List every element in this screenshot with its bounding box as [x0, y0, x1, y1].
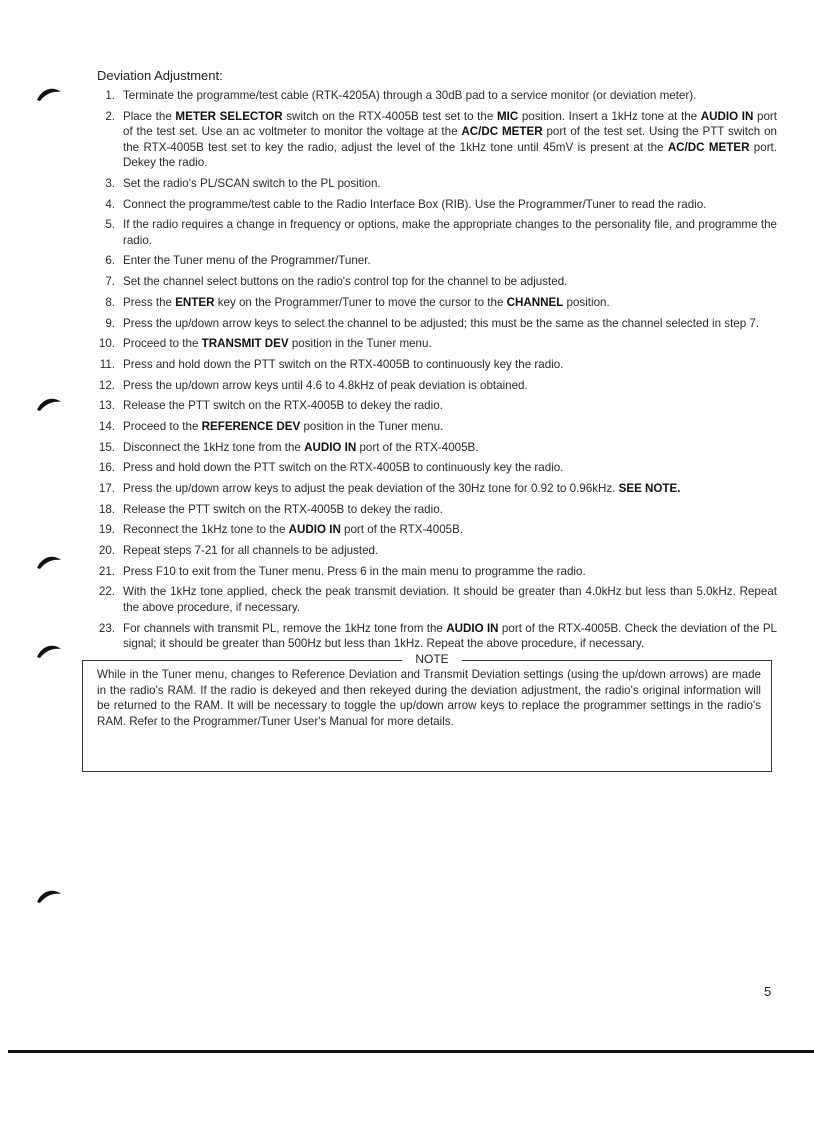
step-text: [119, 398, 777, 414]
step-item: [97, 543, 777, 559]
step-text: [119, 584, 777, 615]
note-text: While in the Tuner menu, changes to Reference Deviation and Transmit Deviation settings (using the up/down arrows) are made in the radio's RAM. If the radio is dekeyed and then rekeyed during the deviation adjustment, the radio's original information will be returned to the RAM. It will be necessary to toggle the up/down arrow keys to replace the programmer settings in the radio's RAM. Refer to the Programmer/Tuner User's Manual for more details.: [97, 668, 761, 728]
step-item: [97, 378, 777, 394]
step-text: [119, 217, 777, 248]
step-text: [119, 419, 777, 435]
step-text-run: Press and hold down the PTT switch on the RTX-4005B to continuously key the radio.: [123, 357, 564, 371]
step-text-run: For channels with transmit PL, remove the 1kHz tone from the: [123, 621, 447, 635]
step-text-run: Place the: [123, 109, 176, 123]
note-title: NOTE: [402, 652, 462, 666]
step-number: 15.: [98, 440, 115, 454]
step-number: 13.: [98, 399, 115, 413]
step-number: 7.: [105, 275, 115, 289]
binder-hole-mark-icon: [36, 86, 62, 102]
step-item: [97, 481, 777, 497]
step-number: 3.: [105, 176, 115, 190]
step-text: [119, 88, 777, 104]
step-text: [119, 253, 777, 269]
step-item: [97, 274, 777, 290]
step-item: [97, 502, 777, 518]
step-text: [119, 357, 777, 373]
step-text-run: Press F10 to exit from the Tuner menu. Press 6 in the main menu to programme the radio.: [123, 564, 586, 578]
step-text: [119, 378, 777, 394]
step-item: [97, 176, 777, 192]
step-text: [119, 336, 777, 352]
step-text-run: Proceed to the: [123, 419, 202, 433]
step-number: 16.: [98, 461, 115, 475]
step-text-run: Disconnect the 1kHz tone from the: [123, 440, 305, 454]
step-number: 1.: [105, 89, 115, 102]
step-text-run: Enter the Tuner menu of the Programmer/Tuner.: [123, 254, 371, 268]
step-text-run: With the 1kHz tone applied, check the peak transmit deviation. It should be greater than 4.0kHz but less than 5.0kHz. Repeat the above procedure, if necessary.: [123, 585, 777, 614]
step-item: [97, 419, 777, 435]
step-emphasis: MIC: [496, 109, 519, 123]
step-text: [119, 274, 777, 290]
step-number: 5.: [105, 218, 115, 232]
step-emphasis: AUDIO IN: [288, 523, 341, 537]
step-item: [97, 357, 777, 373]
step-item: [97, 109, 777, 171]
step-number: 9.: [105, 316, 115, 330]
step-item: [97, 88, 777, 104]
step-emphasis: METER SELECTOR: [175, 109, 283, 123]
step-text: [119, 109, 777, 171]
step-item: [97, 584, 777, 615]
step-text-run: If the radio requires a change in frequency or options, make the appropriate changes to the personality file, and programme the radio.: [123, 218, 777, 247]
step-number: 10.: [98, 337, 115, 351]
step-text: [119, 295, 777, 311]
step-text-run: Repeat steps 7-21 for all channels to be adjusted.: [123, 544, 379, 558]
step-item: [97, 295, 777, 311]
step-emphasis: REFERENCE DEV: [201, 419, 301, 433]
step-text-run: position in the Tuner menu.: [288, 337, 432, 351]
step-text: [119, 564, 777, 580]
step-number: 8.: [105, 295, 115, 309]
bottom-rule: [8, 1050, 814, 1053]
step-text-run: position.: [563, 295, 610, 309]
step-item: [97, 440, 777, 456]
step-text-run: switch on the RTX-4005B test set to the: [282, 109, 497, 123]
step-text: [119, 197, 777, 213]
step-text-run: Release the PTT switch on the RTX-4005B to dekey the radio.: [123, 399, 443, 413]
step-text-run: Proceed to the: [123, 337, 202, 351]
step-number: 4.: [105, 197, 115, 211]
step-text-run: key on the Programmer/Tuner to move the cursor to the: [214, 295, 507, 309]
step-text-run: port of the test set. Use an ac voltmeter to monitor the voltage at the: [123, 109, 778, 139]
step-text-run: Set the radio's PL/SCAN switch to the PL position.: [123, 176, 381, 190]
step-text-run: position in the Tuner menu.: [300, 419, 444, 433]
step-item: [97, 460, 777, 476]
step-text: [119, 502, 777, 518]
step-number: 11.: [99, 357, 115, 371]
step-text: [119, 522, 777, 538]
step-text-run: Press the up/down arrow keys until 4.6 to 4.8kHz of peak deviation is obtained.: [123, 378, 528, 392]
step-number: 23.: [98, 621, 115, 635]
step-text-run: position. Insert a 1kHz tone at the: [518, 109, 701, 123]
step-emphasis: AC/DC METER: [461, 125, 543, 139]
binder-hole-mark-icon: [36, 554, 62, 570]
step-text-run: port of the RTX-4005B.: [356, 440, 479, 454]
step-text: [119, 543, 777, 559]
step-item: [97, 316, 777, 332]
note-rule-right: [462, 660, 772, 661]
step-number: 12.: [98, 378, 115, 392]
step-emphasis: AUDIO IN: [446, 621, 499, 635]
step-text-run: Reconnect the 1kHz tone to the: [123, 523, 289, 537]
step-text-run: Press the up/down arrow keys to adjust the peak deviation of the 30Hz tone for 0.92 to 0.96kHz.: [123, 482, 619, 495]
step-text-run: Set the channel select buttons on the radio's control top for the channel to be adjusted.: [123, 275, 568, 289]
step-number: 19.: [98, 523, 115, 537]
section-heading: Deviation Adjustment:: [97, 68, 223, 83]
step-item: [97, 398, 777, 414]
step-item: [97, 564, 777, 580]
step-emphasis: AUDIO IN: [304, 440, 357, 454]
step-number: 6.: [105, 254, 115, 268]
note-rule-left: [82, 660, 402, 661]
page-number: 5: [764, 984, 772, 999]
step-text-run: Terminate the programme/test cable (RTK-4205A) through a 30dB pad to a service monitor (or deviation meter).: [123, 89, 697, 102]
step-text: [119, 481, 777, 497]
step-text: [119, 316, 777, 332]
step-emphasis: TRANSMIT DEV: [201, 337, 289, 351]
step-number: 2.: [105, 109, 115, 123]
step-text-run: port of the test set. Using the PTT switch on the RTX-4005B test set to key the radio, adjust the level of the 1kHz tone until 45mV is present at the: [123, 125, 778, 154]
step-text-run: Press and hold down the PTT switch on the RTX-4005B to continuously key the radio.: [123, 461, 564, 475]
step-item: [97, 197, 777, 213]
binder-hole-mark-icon: [36, 643, 62, 659]
step-number: 22.: [98, 585, 115, 599]
step-text-run: port. Dekey the radio.: [123, 140, 777, 170]
step-number: 21.: [98, 564, 115, 578]
step-text: [119, 176, 777, 192]
step-emphasis: AUDIO IN: [700, 109, 754, 123]
binder-hole-mark-icon: [36, 888, 62, 904]
step-item: [97, 217, 777, 248]
step-item: [97, 522, 777, 538]
step-item: [97, 621, 777, 652]
step-emphasis: CHANNEL: [506, 295, 564, 309]
step-text-run: Press the: [123, 295, 176, 309]
step-text: [119, 440, 777, 456]
step-emphasis: SEE NOTE.: [618, 482, 681, 495]
step-item: [97, 253, 777, 269]
step-number: 14.: [98, 419, 115, 433]
procedure-steps-list: [97, 88, 777, 657]
step-number: 20.: [98, 544, 115, 558]
step-text-run: port of the RTX-4005B. Check the deviation of the PL signal; it should be greater than 500Hz but less than 1kHz. Repeat the above procedure, if necessary.: [123, 621, 778, 651]
step-text-run: Connect the programme/test cable to the Radio Interface Box (RIB). Use the Programmer/Tuner to read the radio.: [123, 197, 707, 211]
step-text-run: Press the up/down arrow keys to select the channel to be adjusted; this must be the same as the channel selected in step 7.: [123, 316, 760, 330]
step-text-run: port of the RTX-4005B.: [340, 523, 464, 537]
step-text: [119, 460, 777, 476]
step-text: [119, 621, 777, 652]
binder-hole-mark-icon: [36, 396, 62, 412]
step-emphasis: AC/DC METER: [667, 140, 750, 154]
step-number: 18.: [98, 502, 115, 516]
step-item: [97, 336, 777, 352]
step-number: 17.: [98, 482, 115, 495]
step-emphasis: ENTER: [175, 295, 215, 309]
step-text-run: Release the PTT switch on the RTX-4005B to dekey the radio.: [123, 502, 443, 516]
